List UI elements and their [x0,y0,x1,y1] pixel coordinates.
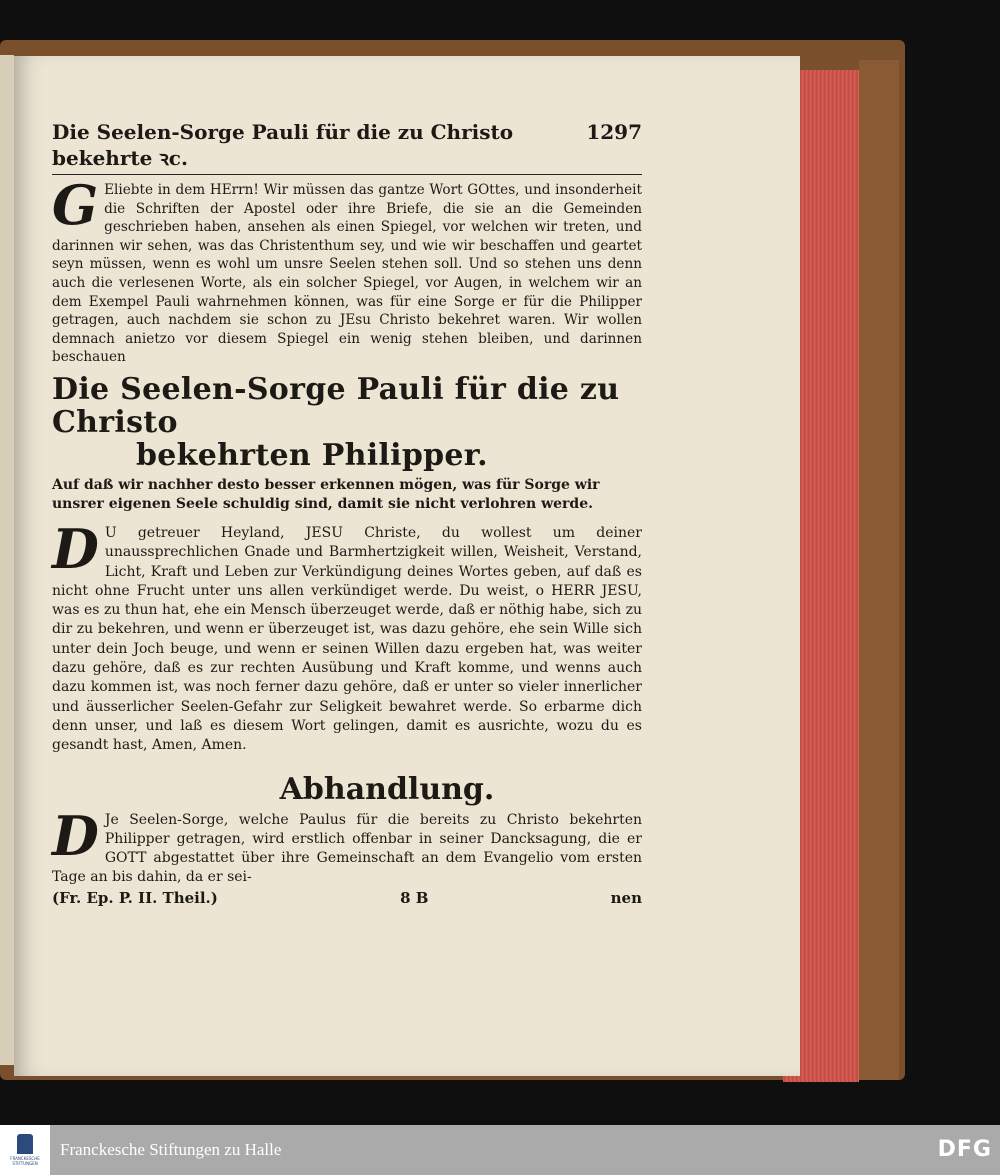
viewer-footer-bar [0,1125,1000,1175]
opening-paragraph [52,173,642,367]
book-spine-edge [859,60,899,1080]
title-line-2: bekehrten Philipper. [136,437,488,473]
treatise-dropcap: D [52,803,99,868]
logo-text: FRANCKESCHE STIFTUNGEN [10,1156,40,1166]
sermon-title [52,373,642,472]
opening-text: Eliebte in dem HErrn! Wir müssen das gantze Wort GOttes, und insonderheit die Schriften der Apostel oder ihre Briefe, die sie an die Gemeinden geschrieben haben, ansehen als einen Spiegel, vor welchen wir treten, und darinnen wir sehen, was das Christenthum sey, und wie wir beschaffen und geartet seyn müssen, wenn es wohl um unsre Seelen stehen soll. Und so stehen uns denn auch die verlesenen Worte, als ein solcher Spiegel, vor Augen, in welchem wir an dem Exempel Pauli wahrnehmen können, was für eine Sorge er für die Philipper getragen, auch nachdem sie schon zu JEsu Christo bekehret waren. Wir wollen demnach anietzo vor diesem Spiegel ein wenig stehen bleiben, und darinnen beschauen [52,182,642,366]
section-heading: Abhandlung. [279,771,495,807]
treatise-text: Je Seelen-Sorge, welche Paulus für die bereits zu Christo bekehrten Philipper getragen, wird erstlich offenbar in seiner Dancksagung, die er GOTT abgestattet über ihre Gemeinschaft an dem Evangelio vom ersten Tage an bis dahin, da er sei- [52,811,642,885]
opening-dropcap: G [52,173,99,237]
page-text-block [52,120,642,907]
treatise-paragraph [52,803,642,887]
dfg-logo[interactable]: DFG [937,1137,992,1162]
catchword: nen [610,888,642,907]
signature-mark: 8 B [400,888,429,907]
page-number: 1297 [586,120,642,144]
running-head-title: Die Seelen-Sorge Pauli für die zu Christo bekehrte ꝛc. [52,120,514,170]
title-line-1: Die Seelen-Sorge Pauli für die zu Christo [52,371,620,440]
institution-name[interactable]: Franckesche Stiftungen zu Halle [60,1140,282,1159]
sermon-subtitle: Auf daß wir nachher desto besser erkennen mögen, was für Sorge wir unsrer eigenen Seele schuldig sind, damit sie nicht verlohren werde. [52,476,600,512]
prayer-dropcap: D [52,516,99,581]
running-head [52,120,642,175]
page-footer-line [52,889,642,907]
building-icon [17,1134,33,1154]
prayer-text: U getreuer Heyland, JESU Christe, du wollest um deiner unaussprechlichen Gnade und Barmhertzigkeit willen, Weisheit, Verstand, Licht, Kraft und Leben zur Verkündigung deines Wortes geben, auf daß es nicht ohne Frucht unter uns allen verkündiget werde. Du weist, o HERR JESU, was es zu thun hat, ehe ein Mensch überzeuget werde, daß er nöthig habe, sich zu dir zu bekehren, und wenn er überzeuget ist, was dazu gehöre, ehe sein Wille sich unter dein Joch beuge, und wenn er seinen Willen dazu ergeben hat, was weiter dazu gehöre, daß es zur rechten Ausübung und Kraft komme, und wenns auch dazu kommen ist, was noch ferner dazu gehöre, daß er unter so vieler innerlicher und äusserlicher Seelen-Gefahr zur Seligkeit bewahret werde. So erbarme dich denn unser, und laß es diesem Wort gelingen, damit es ausrichte, wozu du es gesandt hast, Amen, Amen. [52,524,642,754]
left-page-edge [0,55,14,1065]
signature-left: (Fr. Ep. P. II. Theil.) [52,888,218,907]
prayer-paragraph [52,516,642,756]
institution-logo[interactable] [0,1125,50,1175]
